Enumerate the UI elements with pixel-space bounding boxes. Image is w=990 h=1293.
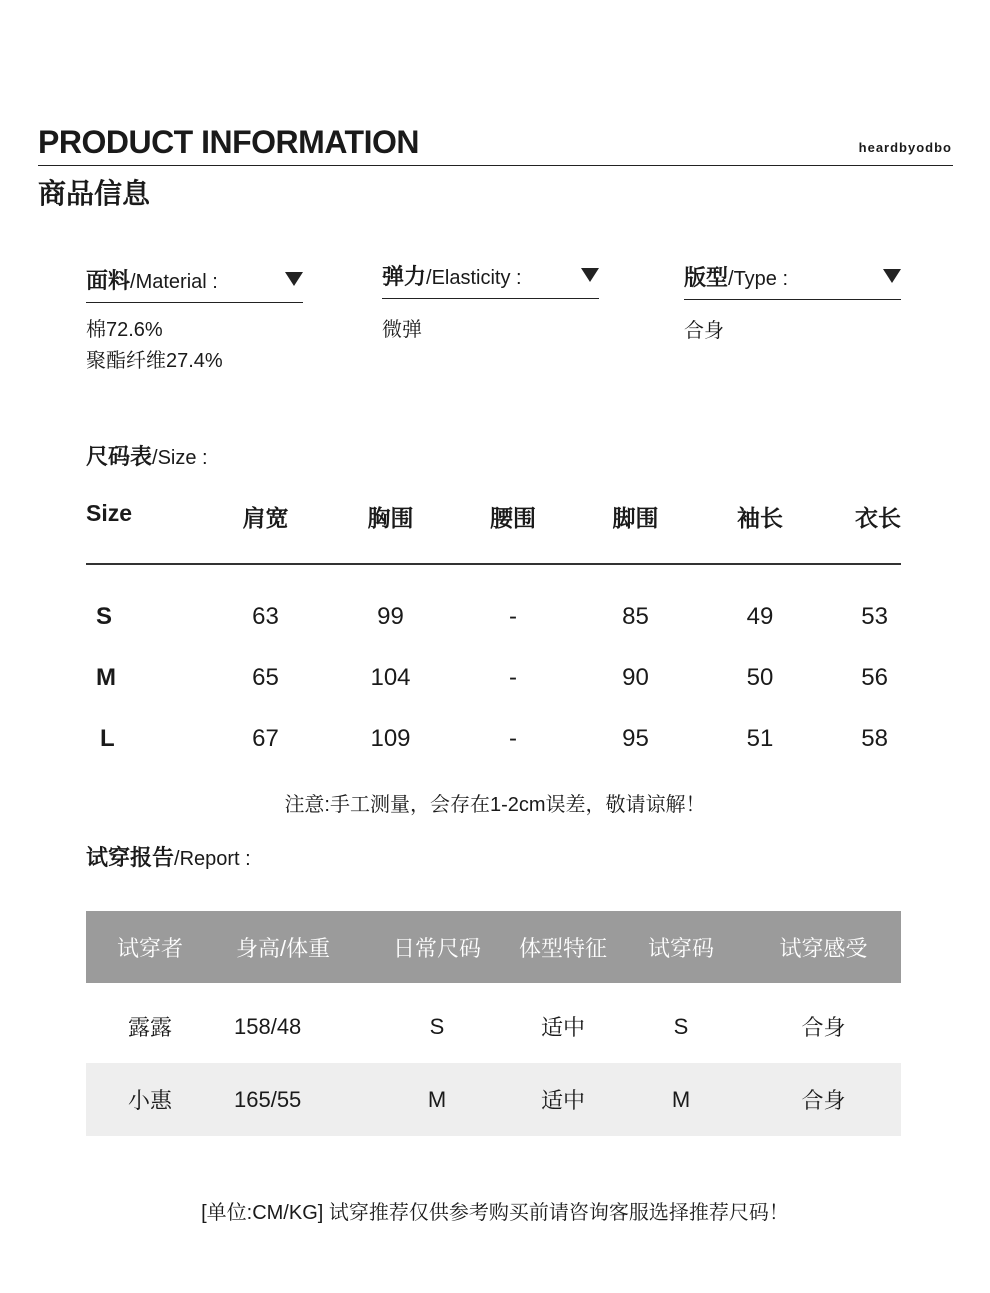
dropdown-triangle-icon: [581, 268, 599, 282]
table-cell: 49: [746, 602, 774, 630]
col-header: 衣长: [855, 505, 901, 531]
table-cell: S: [429, 1013, 445, 1039]
size-table-header: [86, 500, 901, 565]
footer-note: [单位:CM/KG] 试穿推荐仅供参考购买前请咨询客服选择推荐尺码！: [201, 1202, 789, 1224]
attr-value: 合身: [684, 320, 724, 342]
attr-elasticity-label: 弹力/Elasticity :: [382, 263, 522, 289]
attr-elasticity: [382, 258, 599, 346]
table-cell: -: [509, 602, 517, 630]
col-header: 试穿感受: [779, 935, 868, 961]
attr-elasticity-header: [382, 258, 599, 299]
col-header: 体型特征: [518, 935, 607, 961]
measurement-note: 注意:手工测量，会存在1-2cm误差，敬请谅解！: [284, 794, 706, 816]
table-cell: 63: [252, 602, 279, 630]
table-cell: 适中: [540, 1088, 585, 1113]
table-cell: 99: [377, 602, 404, 630]
col-header: 试穿码: [647, 935, 714, 961]
table-cell: 56: [861, 663, 888, 691]
table-cell: 露露: [127, 1015, 172, 1040]
table-row: [86, 708, 901, 769]
table-cell: 58: [861, 724, 888, 752]
report-section-label: 试穿报告/Report :: [86, 845, 251, 870]
col-header: Size: [86, 500, 133, 526]
table-cell: S: [673, 1013, 689, 1039]
col-header: 身高/体重: [236, 935, 331, 961]
table-cell: 适中: [540, 1015, 585, 1040]
table-cell: 合身: [801, 1015, 846, 1040]
table-cell: S: [96, 602, 113, 630]
attr-material-label: 面料/Material :: [86, 267, 218, 293]
col-header: 胸围: [367, 505, 414, 531]
table-cell: 90: [622, 663, 649, 691]
table-row: [86, 647, 901, 708]
table-row: [86, 990, 901, 1063]
attr-type-label: 版型/Type :: [684, 264, 789, 290]
table-cell: -: [509, 724, 517, 752]
table-cell: 95: [622, 724, 649, 752]
attr-elasticity-values: [382, 315, 599, 346]
dropdown-triangle-icon: [883, 269, 901, 283]
report-table-header: [86, 911, 901, 983]
attr-type: [684, 259, 901, 347]
table-row: [86, 586, 901, 647]
size-table: [86, 500, 901, 769]
attr-material: [86, 262, 303, 377]
attr-value: 聚酯纤维27.4%: [86, 350, 223, 372]
table-cell: 165/55: [234, 1086, 302, 1112]
table-cell: -: [509, 663, 517, 691]
table-cell: 109: [370, 724, 411, 752]
report-table: [86, 911, 901, 1136]
table-cell: 小惠: [127, 1088, 172, 1113]
col-header: 试穿者: [116, 935, 183, 961]
table-cell: M: [96, 663, 116, 691]
table-cell: 104: [370, 663, 411, 691]
col-header: 腰围: [490, 505, 536, 531]
attr-value: 微弹: [382, 319, 422, 341]
header-divider: [38, 165, 953, 166]
title-chinese: 商品信息: [38, 178, 151, 209]
table-cell: M: [427, 1086, 447, 1112]
attr-value: 棉72.6%: [86, 319, 163, 341]
attr-type-values: [684, 316, 901, 347]
col-header: 脚围: [612, 505, 659, 531]
attr-material-values: [86, 315, 303, 377]
attr-type-header: [684, 259, 901, 300]
col-header: 日常尺码: [392, 935, 481, 961]
table-cell: M: [671, 1086, 691, 1112]
table-cell: 51: [746, 724, 774, 752]
table-cell: 合身: [801, 1088, 846, 1113]
table-cell: L: [100, 724, 115, 752]
size-section-label: 尺码表/Size :: [86, 444, 208, 469]
attr-material-header: [86, 262, 303, 303]
brand-name: heardbyodbo: [858, 140, 952, 155]
table-row: [86, 1063, 901, 1136]
table-cell: 50: [746, 663, 774, 691]
table-cell: 67: [252, 724, 279, 752]
table-cell: 85: [622, 602, 649, 630]
table-cell: 158/48: [234, 1013, 302, 1039]
dropdown-triangle-icon: [285, 272, 303, 286]
table-cell: 53: [861, 602, 888, 630]
col-header: 袖长: [737, 505, 783, 531]
col-header: 肩宽: [242, 505, 289, 531]
table-cell: 65: [252, 663, 279, 691]
title-english: PRODUCT INFORMATION: [38, 124, 419, 160]
